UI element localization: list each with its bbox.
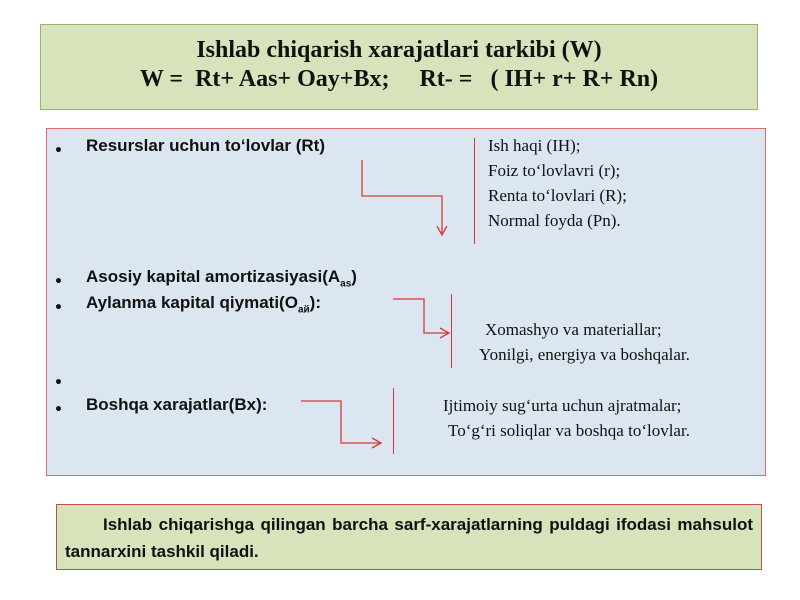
conclusion-text: Ishlab chiqarishga qilingan barcha sarf-xarajatlarning puldagi ifodasi mahsulot tannarxini tashkil qiladi. bbox=[65, 515, 753, 561]
other-costs-item: To‘g‘ri soliqlar va boshqa to‘lovlar. bbox=[448, 421, 690, 440]
resource-item: Ish haqi (IH); bbox=[488, 136, 581, 155]
slide-title: Ishlab chiqarish xarajatlari tarkibi (W) bbox=[196, 37, 602, 63]
working-capital-label: Aylanma kapital $qiymati(O_{ай})$: bbox=[86, 293, 321, 316]
other-costs-label: Boshqa xarajatlar(Bx): bbox=[86, 395, 268, 414]
resource-item: Normal foyda (Pn). bbox=[488, 211, 621, 230]
arrow-icon bbox=[301, 401, 380, 443]
arrow-icon bbox=[362, 160, 442, 234]
working-capital-item: Xomashyo va materiallar; bbox=[485, 320, 662, 339]
resource-item: Renta to‘lovlari (R); bbox=[488, 186, 627, 205]
working-capital-item: Yonilgi, energiya va boshqalar. bbox=[479, 345, 690, 364]
amortization-label: Asosiy kapital $amortizasiyasi(A_{as})$ bbox=[86, 267, 357, 290]
arrow-icon bbox=[393, 299, 448, 333]
resources-label: Resurslar uchun to‘lovlar (Rt) bbox=[86, 136, 325, 155]
conclusion-note bbox=[56, 504, 762, 570]
formula-line: W = Rt+ Aas+ Oay+Bx; Rt- = ( IH+ r+ R+ Rn) bbox=[139, 66, 659, 92]
resource-item: Foiz to‘lovlavri (r); bbox=[488, 161, 621, 180]
other-costs-item: Ijtimoiy sug‘urta uchun ajratmalar; bbox=[443, 396, 682, 415]
